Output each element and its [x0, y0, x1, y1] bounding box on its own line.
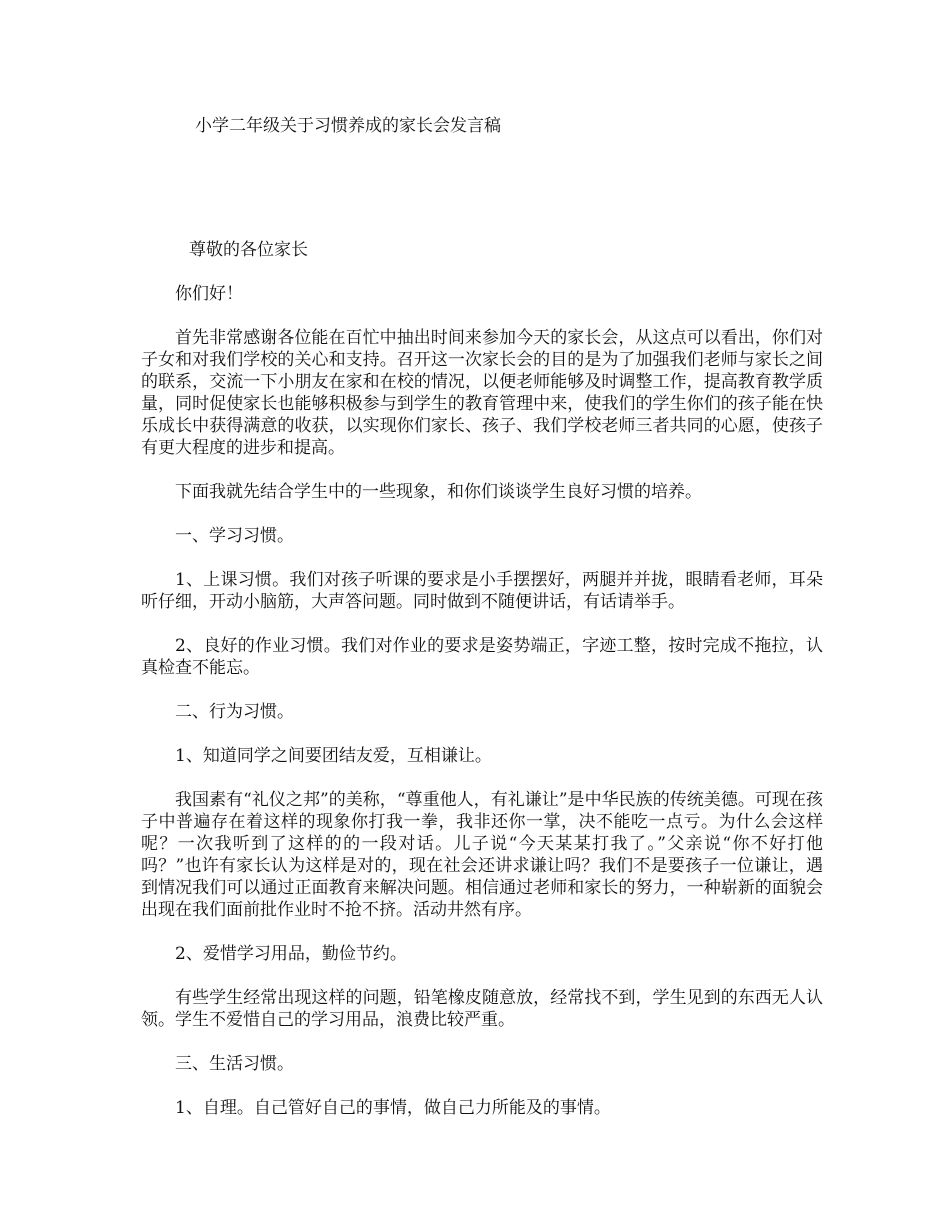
- section-heading: 二、行为习惯。: [175, 702, 294, 722]
- paragraph: 2、良好的作业习惯。我们对作业的要求是姿势端正，字迹工整，按时完成不拖拉，认真检查不能忘。: [141, 636, 823, 678]
- page-title: 小学二年级关于习惯养成的家长会发言稿: [195, 116, 501, 136]
- document-body: [141, 239, 823, 1141]
- paragraph: 1、自理。自己管好自己的事情，做自己力所能及的事情。: [175, 1098, 611, 1118]
- paragraph: 我国素有“礼仪之邦”的美称，“尊重他人，有礼谦让”是中华民族的传统美德。可现在孩子中普遍存在着这样的现象你打我一拳，我非还你一掌，决不能吃一点亏。为什么会这样呢？一次我听到了这样的的一段对话。儿子说“今天某某打我了。”父亲说“你不好打他吗？”也许有家长认为这样是对的，现在社会还讲求谦让吗？我们不是要孩子一位谦让，遇到情况我们可以通过正面教育来解决问题。相信通过老师和家长的努力，一种崭新的面貌会出现在我们面前批作业时不抢不挤。活动井然有序。: [141, 790, 823, 920]
- paragraph: 有些学生经常出现这样的问题，铅笔橡皮随意放，经常找不到，学生见到的东西无人认领。学生不爱惜自己的学习用品，浪费比较严重。: [141, 988, 823, 1030]
- section-heading: 一、学习习惯。: [175, 526, 294, 546]
- paragraph: 首先非常感谢各位能在百忙中抽出时间来参加今天的家长会，从这点可以看出，你们对子女和对我们学校的关心和支持。召开这一次家长会的目的是为了加强我们老师与家长之间的联系，交流一下小朋友在家和在校的情况，以便老师能够及时调整工作，提高教育教学质量，同时促使家长也能够积极参与到学生的教育管理中来，使我们的学生你们的孩子能在快乐成长中获得满意的收获，以实现你们家长、孩子、我们学校老师三者共同的心愿，使孩子有更大程度的进步和提高。: [141, 328, 823, 458]
- salutation: 尊敬的各位家长: [189, 240, 308, 260]
- paragraph: 1、上课习惯。我们对孩子听课的要求是小手摆摆好，两腿并并拢，眼睛看老师，耳朵听仔细，开动小脑筋，大声答问题。同时做到不随便讲话，有话请举手。: [141, 570, 823, 612]
- paragraph: 2、爱惜学习用品，勤俭节约。: [175, 944, 407, 964]
- section-heading: 三、生活习惯。: [175, 1054, 294, 1074]
- paragraph: 1、知道同学之间要团结友爱，互相谦让。: [175, 746, 492, 766]
- paragraph: 下面我就先结合学生中的一些现象，和你们谈谈学生良好习惯的培养。: [175, 482, 702, 502]
- greeting: 你们好！: [175, 284, 243, 304]
